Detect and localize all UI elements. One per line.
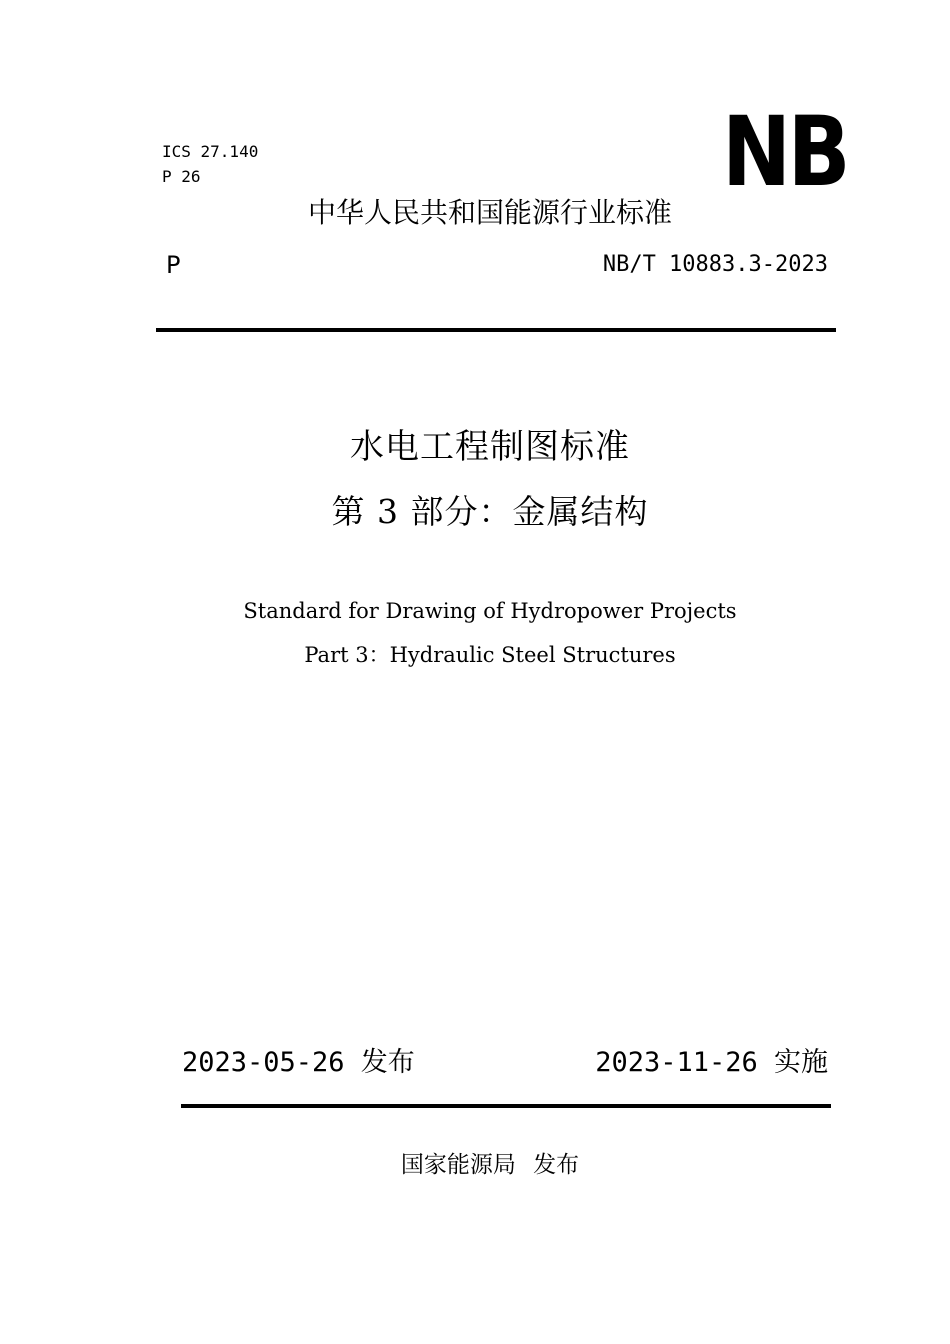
- bottom-divider: [181, 1104, 831, 1108]
- filing-letter: P: [166, 251, 181, 279]
- industry-standard-title: 中华人民共和国能源行业标准: [307, 196, 672, 229]
- implementation-date: 2023-11-26 实施: [595, 1047, 828, 1078]
- chinese-title: 水电工程制图标准: [350, 427, 630, 467]
- nb-logo: NB: [722, 96, 848, 208]
- chinese-subtitle: 第 3 部分：金属结构: [331, 492, 649, 531]
- ics-code: ICS 27.140: [162, 142, 259, 161]
- english-subtitle: Part 3：Hydraulic Steel Structures: [304, 643, 676, 667]
- standard-number: NB/T 10883.3-2023: [602, 252, 828, 277]
- english-title: Standard for Drawing of Hydropower Projects: [243, 599, 737, 623]
- top-divider: [156, 328, 836, 332]
- ccs-code: P 26: [162, 167, 201, 186]
- issue-date: 2023-05-26 发布: [182, 1047, 415, 1078]
- publisher: 国家能源局 发布: [400, 1152, 580, 1178]
